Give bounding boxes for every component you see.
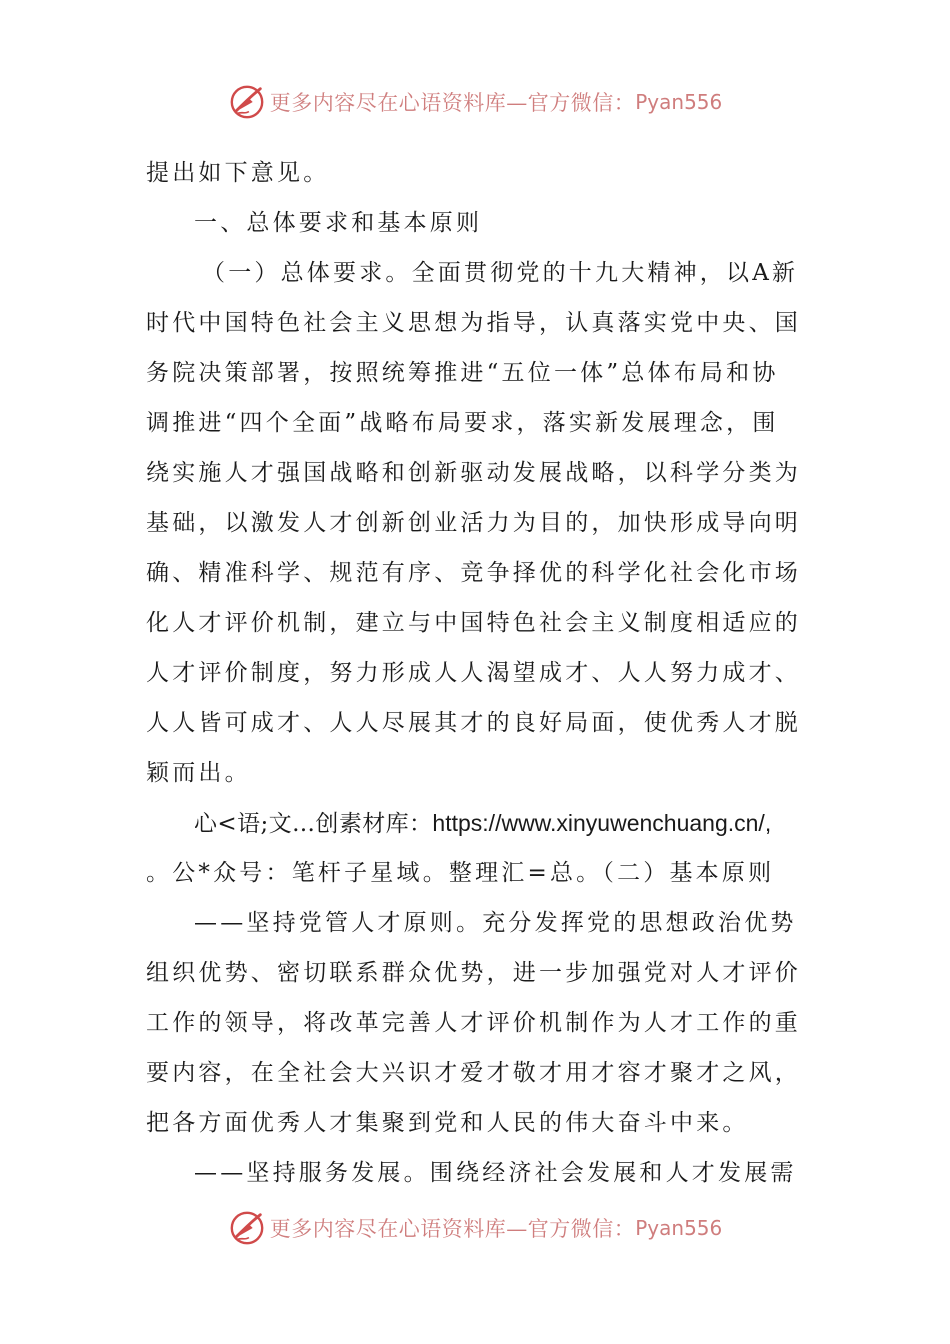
text-line: 组织优势、密切联系群众优势，进一步加强党对人才评价 bbox=[146, 960, 801, 986]
watermark-banner-bottom bbox=[0, 1206, 950, 1250]
pen-logo-icon bbox=[228, 83, 266, 121]
text-line: （一）总体要求。全面贯彻党的十九大精神，以A新 bbox=[202, 260, 799, 286]
text-line: 人人皆可成才、人人尽展其才的良好局面，使优秀人才脱 bbox=[146, 710, 801, 736]
watermark-wechat-id: Pyan556 bbox=[635, 90, 723, 114]
section-heading: 一、总体要求和基本原则 bbox=[194, 210, 483, 236]
text-line: 要内容，在全社会大兴识才爱才敬才用才容才聚才之风， bbox=[146, 1060, 801, 1086]
text-line bbox=[146, 798, 808, 848]
document-body bbox=[146, 148, 808, 1198]
source-url: https://www.xinyuwenchuang.cn/, bbox=[432, 810, 772, 836]
watermark-text: 更多内容尽在心语资料库—官方微信： bbox=[269, 1217, 636, 1241]
text-line: 化人才评价机制，建立与中国特色社会主义制度相适应的 bbox=[146, 610, 801, 636]
text-line: 调推进“四个全面”战略布局要求，落实新发展理念，围 bbox=[146, 410, 779, 436]
text-line: ——坚持服务发展。围绕经济社会发展和人才发展需 bbox=[194, 1160, 797, 1186]
text-line: 把各方面优秀人才集聚到党和人民的伟大奋斗中来。 bbox=[146, 1110, 749, 1136]
text-line: 颖而出。 bbox=[146, 760, 251, 786]
pen-logo-icon bbox=[228, 1209, 266, 1247]
text-line: 时代中国特色社会主义思想为指导，认真落实党中央、国 bbox=[146, 310, 801, 336]
text-line: 工作的领导，将改革完善人才评价机制作为人才工作的重 bbox=[146, 1010, 801, 1036]
text-line: 基础，以激发人才创新创业活力为目的，加快形成导向明 bbox=[146, 510, 801, 536]
text-line: 确、精准科学、规范有序、竞争择优的科学化社会化市场 bbox=[146, 560, 801, 586]
watermark-text: 更多内容尽在心语资料库—官方微信： bbox=[269, 91, 636, 115]
source-label: 心<语;文…创素材库： bbox=[194, 811, 433, 837]
text-line: ——坚持党管人才原则。充分发挥党的思想政治优势 bbox=[194, 910, 797, 936]
text-line: 务院决策部署，按照统筹推进“五位一体”总体布局和协 bbox=[146, 360, 779, 386]
watermark-banner-top bbox=[0, 80, 950, 124]
text-line: 。公*众号：笔杆子星域。整理汇=总。（二）基本原则 bbox=[146, 860, 775, 886]
text-line: 人才评价制度，努力形成人人渴望成才、人人努力成才、 bbox=[146, 660, 801, 686]
text-line: 绕实施人才强国战略和创新驱动发展战略，以科学分类为 bbox=[146, 460, 801, 486]
watermark-wechat-id: Pyan556 bbox=[635, 1216, 723, 1240]
text-line: 提出如下意见。 bbox=[146, 160, 330, 186]
